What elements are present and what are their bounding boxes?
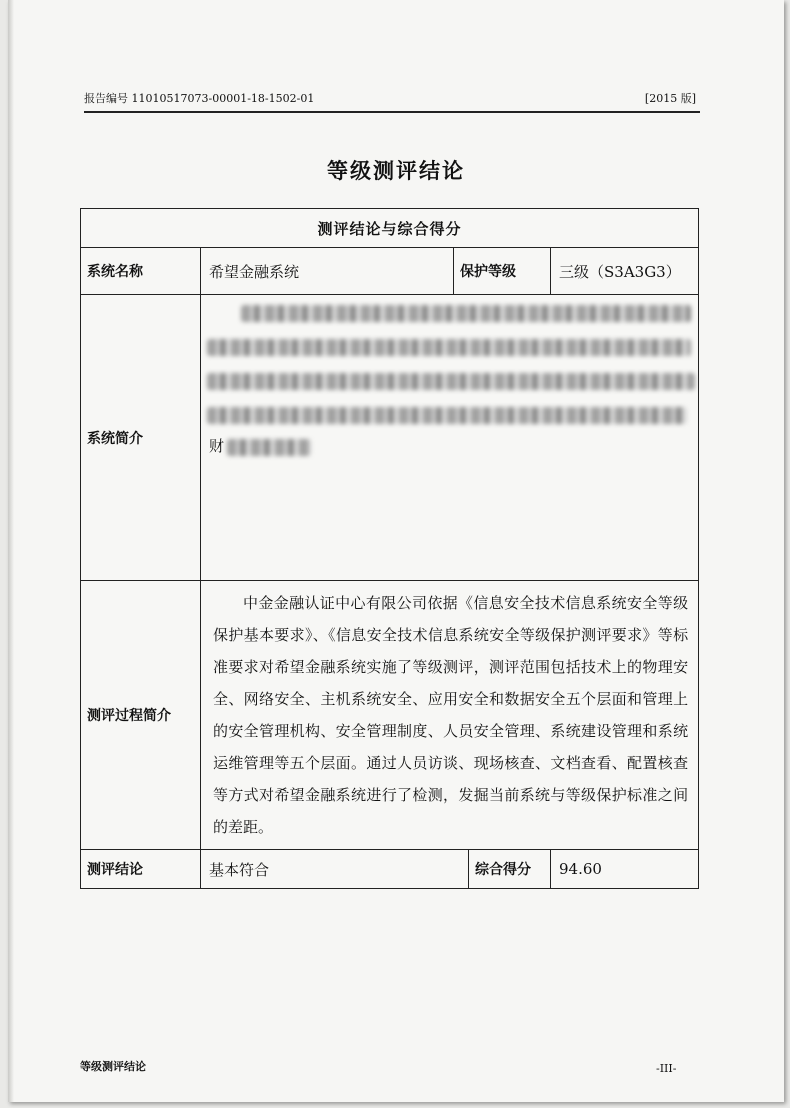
score-label: 综合得分 — [469, 850, 551, 889]
header-rule — [84, 111, 700, 113]
score-value: 94.60 — [551, 850, 699, 889]
footer-section-name: 等级测评结论 — [80, 1060, 146, 1073]
evaluation-table — [80, 208, 699, 889]
section-title: 测评结论与综合得分 — [81, 209, 699, 248]
page-title: 等级测评结论 — [327, 159, 465, 183]
process-description: 中金金融认证中心有限公司依据《信息安全技术信息系统安全等级保护基本要求》、《信息安全技术信息系统安全等级保护测评要求》等标准要求对希望金融系统实施了等级测评，测评范围包括技术上的物理安全、网络安全、主机系统安全、应用安全和数据安全五个层面和管理上的安全管理机构、安全管理制度、人员安全管理、系统建设管理和系统运维管理等五个层面。通过人员访谈、现场核查、文档查看、配置核查等方式对希望金融系统进行了检测，发掘当前系统与等级保护标准之间的差距。 — [213, 594, 689, 836]
system-intro-visible-char: 财 — [209, 437, 225, 455]
page-header — [84, 90, 696, 106]
process-label: 测评过程简介 — [81, 581, 201, 850]
system-intro-label: 系统简介 — [81, 295, 201, 581]
redacted-line — [207, 339, 691, 356]
system-intro-cell — [201, 295, 699, 581]
edition-label: [2015 版] — [644, 92, 696, 105]
conclusion-label: 测评结论 — [81, 850, 201, 889]
conclusion-value: 基本符合 — [201, 850, 469, 889]
redacted-line — [241, 305, 691, 322]
document-page — [8, 0, 784, 1102]
process-cell — [201, 581, 699, 850]
system-intro-redacted — [201, 295, 698, 580]
system-name-value: 希望金融系统 — [201, 248, 454, 295]
protection-level-label: 保护等级 — [454, 248, 551, 295]
system-name-label: 系统名称 — [81, 248, 201, 295]
protection-level-value: 三级（S3A3G3） — [551, 248, 699, 295]
redacted-line — [207, 407, 687, 424]
redacted-line — [207, 373, 695, 390]
redacted-line — [227, 439, 311, 456]
page-number: -III- — [656, 1062, 677, 1075]
report-number: 报告编号 11010517073-00001-18-1502-01 — [84, 92, 315, 105]
